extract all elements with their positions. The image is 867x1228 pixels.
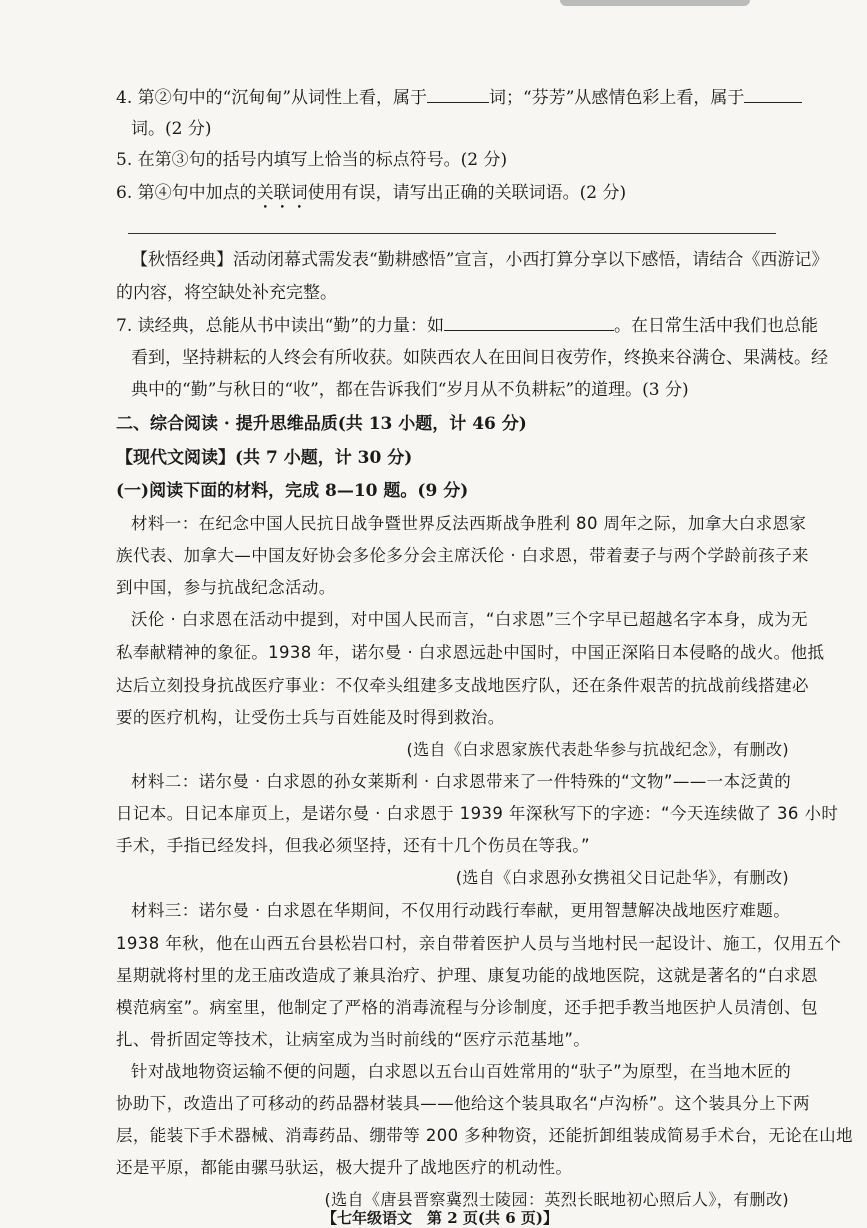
material-3-line: 针对战地物资运输不便的问题，白求恩以五台山百姓常用的“驮子”为原型，在当地木匠的 (131, 1062, 792, 1081)
question-7 (116, 314, 818, 338)
classic-intro-line-2: 的内容，将空缺处补充完整。 (116, 283, 337, 303)
material-1-line: 族代表、加拿大—中国友好协会多伦多分会主席沃伦 · 白求恩，带着妻子与两个学龄前孩子来 (116, 546, 809, 565)
material-1-source: (选自《白求恩家族代表赴华参与抗战纪念》，有删改) (406, 740, 789, 759)
material-3-line: 星期就将村里的龙王庙改造成了兼具治疗、护理、康复功能的战地医院，这就是著名的“白求恩 (116, 966, 818, 985)
scan-mark (560, 0, 750, 6)
question-5: 5. 在第③句的括号内填写上恰当的标点符号。(2 分) (116, 150, 508, 170)
material-3-line: 扎、骨折固定等技术，让病室成为当时前线的“医疗示范基地”。 (116, 1030, 591, 1049)
material-1-line: 材料一：在纪念中国人民抗日战争暨世界反法西斯战争胜利 80 周年之际，加拿大白求恩家 (131, 514, 807, 533)
section-2-heading: 二、综合阅读 · 提升思维品质(共 13 小题，计 46 分) (116, 414, 527, 434)
question-7-text-c: 看到，坚持耕耘的人终会有所收获。如陕西农人在田间日夜劳作，终换来谷满仓、果满枝。经 (131, 348, 828, 368)
material-3-source: (选自《唐县晋察冀烈士陵园：英烈长眠地初心照后人》，有删改) (324, 1190, 789, 1209)
material-1-line: 沃伦 · 白求恩在活动中提到，对中国人民而言，“白求恩”三个字早已超越名字本身，成为无 (131, 610, 809, 629)
material-1-line: 私奉献精神的象征。1938 年，诺尔曼 · 白求恩远赴中国时，中国正深陷日本侵略的战火。他抵 (116, 643, 825, 662)
question-6-text-a: 6. 第④句中加点的 (116, 183, 257, 203)
page-footer: 【七年级语文 第 2 页(共 6 页)】 (322, 1209, 558, 1227)
material-3-line: 层，能装下手术器械、消毒药品、绷带等 200 多种物资，还能折卸组装成简易手术台，无论在山地 (116, 1126, 853, 1145)
question-6 (116, 181, 626, 213)
classic-intro-line-1: 【秋悟经典】活动闭幕式需发表“勤耕感悟”宣言，小西打算分享以下感悟，请结合《西游记》 (131, 250, 829, 270)
material-1-line: 到中国，参与抗战纪念活动。 (116, 578, 336, 597)
material-1-line: 达后立刻投身抗战医疗事业：不仅牵头组建多支战地医疗队，还在条件艰苦的抗战前线搭建必 (116, 676, 809, 695)
answer-blank[interactable] (744, 86, 802, 103)
material-3-line: 材料三：诺尔曼 · 白求恩在华期间，不仅用行动践行奉献，更用智慧解决战地医疗难题。 (131, 901, 791, 920)
material-3-line: 还是平原，都能由骡马驮运，极大提升了战地医疗的机动性。 (116, 1158, 573, 1177)
question-7-text-a: 7. 读经典，总能从书中读出“勤”的力量：如 (116, 316, 445, 336)
question-6-text-b: 使用有误，请写出正确的关联词语。(2 分) (307, 183, 627, 203)
dotted-conjunction: 关联词 (256, 183, 308, 203)
answer-blank[interactable] (427, 86, 489, 103)
question-4-text-c: 词。(2 分) (131, 119, 212, 139)
question-4-text-b: 词；“芬芳”从感情色彩上看，属于 (489, 88, 745, 108)
answer-blank[interactable] (444, 314, 614, 331)
section-divider (128, 233, 776, 234)
question-4-text-a: 4. 第②句中的“沉甸甸”从词性上看，属于 (116, 88, 428, 108)
part-1-heading: (一)阅读下面的材料，完成 8—10 题。(9 分) (116, 481, 469, 501)
material-2-line: 日记本。日记本扉页上，是诺尔曼 · 白求恩于 1939 年深秋写下的字迹：“今天连续做了 36 小时 (116, 804, 839, 823)
material-3-line: 1938 年秋，他在山西五台县松岩口村，亲自带着医护人员与当地村民一起设计、施工，仅用五个 (116, 934, 842, 953)
material-3-line: 模范病室”。病室里，他制定了严格的消毒流程与分诊制度，还手把手教当地医护人员清创、包 (116, 998, 818, 1017)
question-7-text-b: 。在日常生活中我们也总能 (614, 316, 819, 336)
question-7-text-d: 典中的“勤”与秋日的“收”，都在告诉我们“岁月从不负耕耘”的道理。(3 分) (131, 380, 689, 400)
material-2-line: 材料二：诺尔曼 · 白求恩的孙女莱斯利 · 白求恩带来了一件特殊的“文物”——一本泛黄的 (131, 772, 792, 791)
modern-reading-heading: 【现代文阅读】(共 7 小题，计 30 分) (116, 448, 413, 468)
material-1-line: 要的医疗机构，让受伤士兵与百姓能及时得到救治。 (116, 708, 505, 727)
question-4 (116, 86, 802, 110)
material-2-source: (选自《白求恩孙女携祖父日记赴华》，有删改) (455, 868, 789, 887)
material-3-line: 协助下，改造出了可移动的药品器材装具——他给这个装具取名“卢沟桥”。这个装具分上下两 (116, 1094, 810, 1113)
material-2-line: 手术，手指已经发抖，但我必须坚持，还有十几个伤员在等我。” (116, 836, 590, 855)
